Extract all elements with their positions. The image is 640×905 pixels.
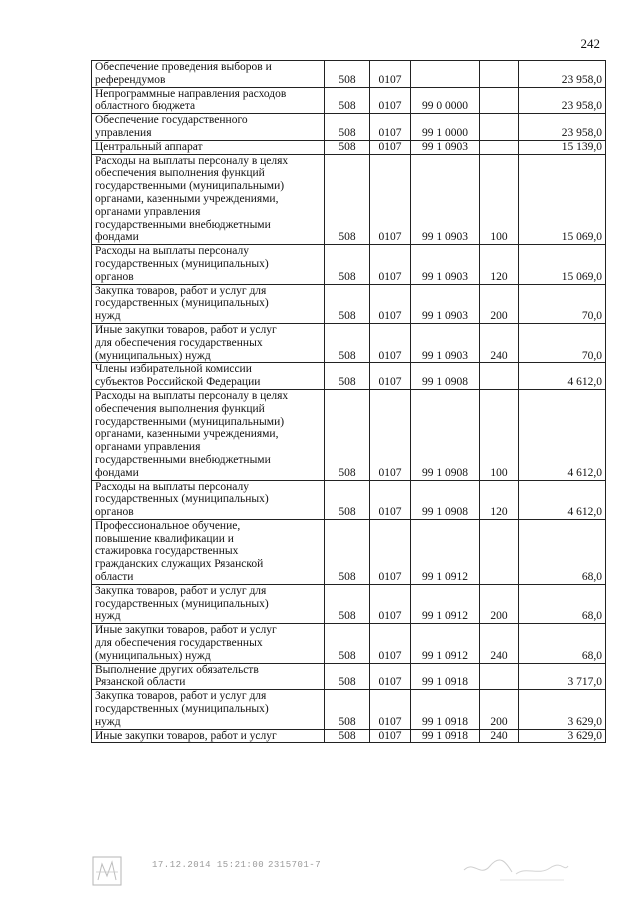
row-name-text: Закупка товаров, работ и услуг для государственных (муниципальных) нужд [95, 690, 269, 728]
row-sum-cell: 4 612,0 [519, 363, 606, 390]
table-row [92, 519, 606, 584]
row-sum-cell: 68,0 [519, 519, 606, 584]
row-name-text: Обеспечение проведения выборов и референдумов [95, 61, 272, 86]
row-name-text: Иные закупки товаров, работ и услуг [95, 729, 277, 742]
row-name-cell [92, 389, 325, 480]
table-row [92, 87, 606, 114]
row-name-cell [92, 729, 325, 743]
row-section-code-cell: 0107 [370, 140, 411, 154]
table-row [92, 729, 606, 743]
table-row [92, 389, 606, 480]
row-admin-code-cell: 508 [325, 323, 370, 362]
table-row [92, 363, 606, 390]
row-admin-code-cell: 508 [325, 729, 370, 743]
row-target-code-cell: 99 1 0908 [411, 480, 480, 519]
page-footer [90, 852, 610, 892]
row-admin-code-cell: 508 [325, 87, 370, 114]
row-name-cell [92, 519, 325, 584]
row-name-text: Члены избирательной комиссии субъектов Российской Федерации [95, 363, 261, 389]
row-expense-type-cell: 120 [480, 480, 519, 519]
row-expense-type-cell [480, 519, 519, 584]
row-expense-type-cell: 200 [480, 690, 519, 729]
row-sum-cell: 4 612,0 [519, 480, 606, 519]
row-target-code-cell [411, 61, 480, 88]
row-name-cell [92, 114, 325, 141]
table-row [92, 690, 606, 729]
row-name-text: Закупка товаров, работ и услуг для государственных (муниципальных) нужд [95, 284, 269, 323]
row-admin-code-cell: 508 [325, 663, 370, 690]
row-admin-code-cell: 508 [325, 624, 370, 663]
row-sum-cell: 70,0 [519, 284, 606, 323]
row-section-code-cell: 0107 [370, 729, 411, 743]
row-target-code-cell: 99 1 0903 [411, 284, 480, 323]
row-name-text: Выполнение других обязательств Рязанской области [95, 663, 259, 689]
row-sum-cell: 4 612,0 [519, 389, 606, 480]
row-section-code-cell: 0107 [370, 245, 411, 284]
row-admin-code-cell: 508 [325, 284, 370, 323]
row-name-text: Иные закупки товаров, работ и услуг для обеспечения государственных (муниципальных) нужд [95, 323, 277, 362]
row-sum-cell: 70,0 [519, 323, 606, 362]
row-section-code-cell: 0107 [370, 154, 411, 245]
row-name-cell [92, 624, 325, 663]
row-admin-code-cell: 508 [325, 154, 370, 245]
row-admin-code-cell: 508 [325, 690, 370, 729]
row-target-code-cell: 99 1 0903 [411, 140, 480, 154]
row-name-cell [92, 154, 325, 245]
row-sum-cell: 15 069,0 [519, 245, 606, 284]
row-admin-code-cell: 508 [325, 519, 370, 584]
table-row [92, 245, 606, 284]
row-expense-type-cell [480, 87, 519, 114]
row-sum-cell: 3 629,0 [519, 729, 606, 743]
stamp-icon [90, 854, 124, 888]
row-admin-code-cell: 508 [325, 389, 370, 480]
row-name-text: Расходы на выплаты персоналу в целях обеспечения выполнения функций государственными (муниципальными) органами, казенными учреждениями, органами управления государственными внебюджетными фондами [95, 389, 289, 479]
row-sum-cell: 3 717,0 [519, 663, 606, 690]
row-section-code-cell: 0107 [370, 690, 411, 729]
row-admin-code-cell: 508 [325, 61, 370, 88]
row-section-code-cell: 0107 [370, 114, 411, 141]
row-target-code-cell: 99 1 0918 [411, 690, 480, 729]
row-sum-cell: 15 139,0 [519, 140, 606, 154]
table-row [92, 154, 606, 245]
row-sum-cell: 23 958,0 [519, 87, 606, 114]
row-name-text: Иные закупки товаров, работ и услуг для обеспечения государственных (муниципальных) нужд [95, 624, 277, 662]
row-name-cell [92, 61, 325, 88]
row-sum-cell: 15 069,0 [519, 154, 606, 245]
row-admin-code-cell: 508 [325, 480, 370, 519]
row-name-text: Расходы на выплаты персоналу государственных (муниципальных) органов [95, 480, 269, 519]
page-number: 242 [580, 36, 600, 51]
row-sum-cell: 23 958,0 [519, 61, 606, 88]
row-name-cell [92, 584, 325, 623]
row-target-code-cell: 99 1 0912 [411, 624, 480, 663]
row-admin-code-cell: 508 [325, 584, 370, 623]
row-expense-type-cell: 100 [480, 389, 519, 480]
row-expense-type-cell: 240 [480, 323, 519, 362]
table-row [92, 624, 606, 663]
row-section-code-cell: 0107 [370, 87, 411, 114]
row-expense-type-cell: 100 [480, 154, 519, 245]
row-admin-code-cell: 508 [325, 114, 370, 141]
row-target-code-cell: 99 0 0000 [411, 87, 480, 114]
row-target-code-cell: 99 1 0908 [411, 363, 480, 390]
row-section-code-cell: 0107 [370, 389, 411, 480]
row-target-code-cell: 99 1 0918 [411, 729, 480, 743]
row-name-cell [92, 480, 325, 519]
budget-table-body [92, 61, 606, 743]
row-admin-code-cell: 508 [325, 140, 370, 154]
row-section-code-cell: 0107 [370, 363, 411, 390]
row-expense-type-cell [480, 663, 519, 690]
table-row [92, 663, 606, 690]
row-name-cell [92, 323, 325, 362]
row-section-code-cell: 0107 [370, 624, 411, 663]
row-name-cell [92, 690, 325, 729]
row-target-code-cell: 99 1 0912 [411, 584, 480, 623]
row-sum-cell: 68,0 [519, 584, 606, 623]
row-name-text: Расходы на выплаты персоналу в целях обеспечения выполнения функций государственными (муниципальными) органами, казенными учреждениями, органами управления государственными внебюджетными фондами [95, 154, 289, 244]
row-target-code-cell: 99 1 0903 [411, 323, 480, 362]
table-row [92, 61, 606, 88]
row-name-text: Закупка товаров, работ и услуг для государственных (муниципальных) нужд [95, 584, 269, 623]
budget-table [91, 60, 606, 743]
row-expense-type-cell [480, 363, 519, 390]
row-expense-type-cell: 120 [480, 245, 519, 284]
row-expense-type-cell: 200 [480, 284, 519, 323]
row-expense-type-cell: 240 [480, 624, 519, 663]
row-section-code-cell: 0107 [370, 284, 411, 323]
footer-document-code: 2315701-7 [268, 860, 322, 870]
row-expense-type-cell [480, 114, 519, 141]
row-target-code-cell: 99 1 0918 [411, 663, 480, 690]
row-admin-code-cell: 508 [325, 363, 370, 390]
row-name-cell [92, 245, 325, 284]
row-expense-type-cell [480, 140, 519, 154]
table-row [92, 284, 606, 323]
row-name-cell [92, 284, 325, 323]
row-target-code-cell: 99 1 0908 [411, 389, 480, 480]
row-name-cell [92, 663, 325, 690]
row-target-code-cell: 99 1 0912 [411, 519, 480, 584]
row-target-code-cell: 99 1 0000 [411, 114, 480, 141]
row-section-code-cell: 0107 [370, 519, 411, 584]
table-row [92, 114, 606, 141]
table-row [92, 140, 606, 154]
table-row [92, 584, 606, 623]
row-expense-type-cell: 200 [480, 584, 519, 623]
row-section-code-cell: 0107 [370, 584, 411, 623]
row-target-code-cell: 99 1 0903 [411, 154, 480, 245]
row-section-code-cell: 0107 [370, 480, 411, 519]
table-row [92, 480, 606, 519]
row-name-text: Центральный аппарат [95, 140, 203, 153]
signature-mark [460, 852, 570, 886]
row-name-cell [92, 363, 325, 390]
row-name-text: Обеспечение государственного управления [95, 114, 248, 139]
row-sum-cell: 3 629,0 [519, 690, 606, 729]
row-section-code-cell: 0107 [370, 61, 411, 88]
row-section-code-cell: 0107 [370, 663, 411, 690]
row-name-text: Профессиональное обучение, повышение квалификации и стажировка государственных гражданских служащих Рязанской области [95, 519, 264, 584]
row-name-cell [92, 140, 325, 154]
row-section-code-cell: 0107 [370, 323, 411, 362]
footer-timestamp: 17.12.2014 15:21:00 [152, 860, 265, 870]
table-row [92, 323, 606, 362]
row-name-text: Непрограммные направления расходов областного бюджета [95, 87, 287, 113]
row-admin-code-cell: 508 [325, 245, 370, 284]
row-target-code-cell: 99 1 0903 [411, 245, 480, 284]
row-expense-type-cell: 240 [480, 729, 519, 743]
row-sum-cell: 23 958,0 [519, 114, 606, 141]
row-name-text: Расходы на выплаты персоналу государственных (муниципальных) органов [95, 245, 269, 283]
row-name-cell [92, 87, 325, 114]
row-sum-cell: 68,0 [519, 624, 606, 663]
row-expense-type-cell [480, 61, 519, 88]
